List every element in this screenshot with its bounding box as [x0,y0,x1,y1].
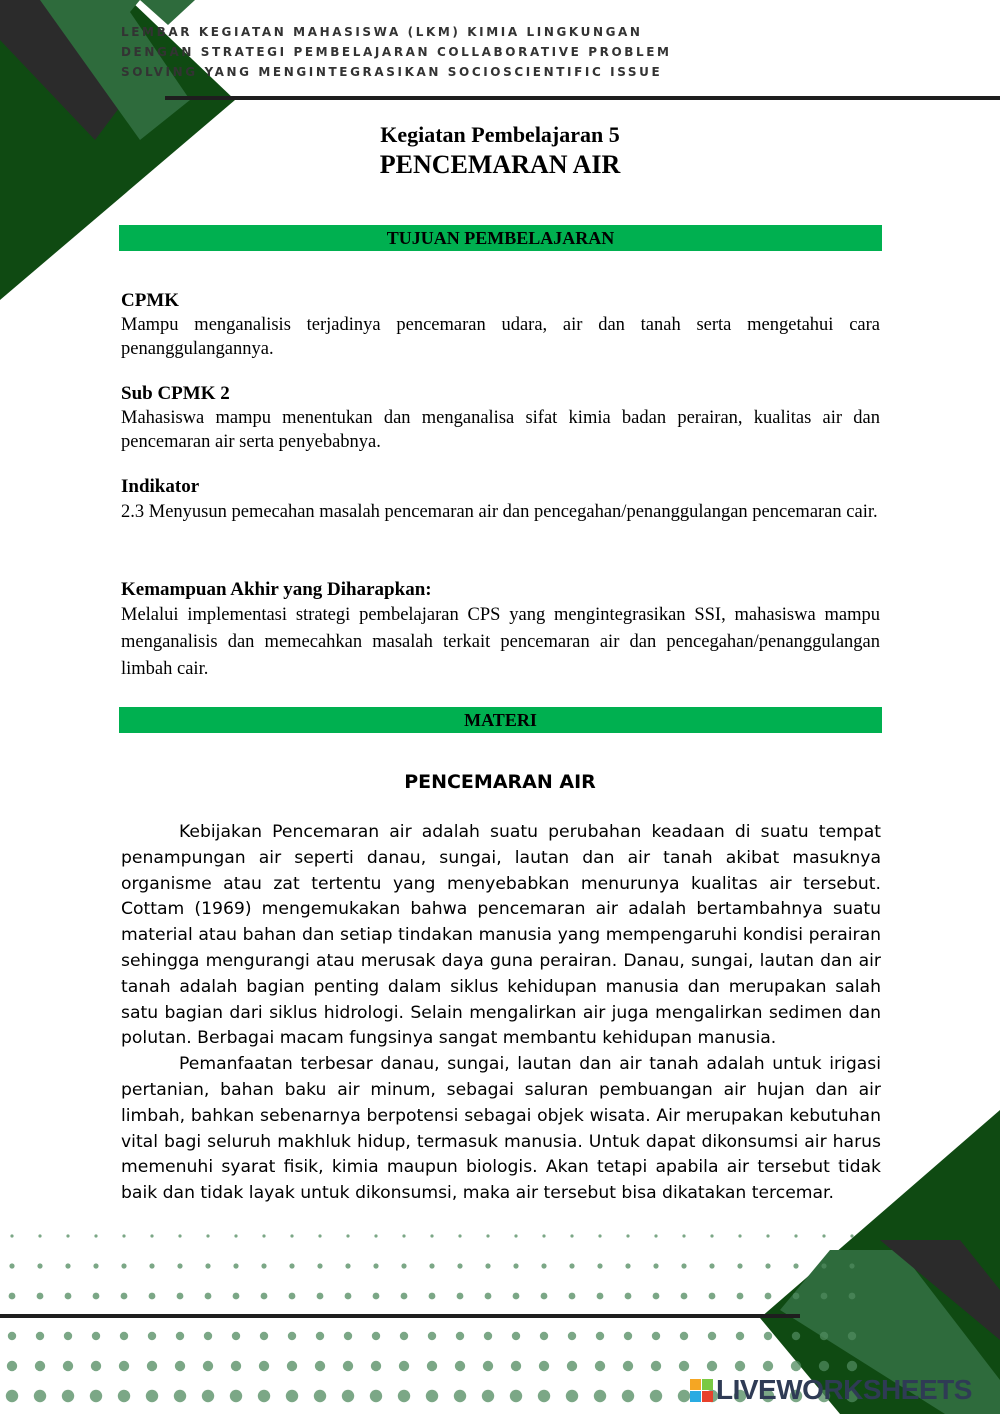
decorative-dot [401,1293,408,1300]
decorative-dot [178,1234,181,1237]
decorative-dot [121,1293,128,1300]
decorative-dot [486,1234,489,1237]
worksheet-header [121,22,672,82]
decorative-dot [735,1361,745,1371]
materi-band: MATERI [119,707,882,733]
decorative-dot [203,1361,213,1371]
decorative-dot [317,1263,322,1268]
decorative-dot [707,1361,717,1371]
decorative-dot [597,1263,602,1268]
decorative-dot [765,1263,770,1268]
decorative-dot [567,1361,577,1371]
decorative-dot [512,1332,520,1340]
indikator-section [121,475,880,525]
decorative-dot [822,1234,825,1237]
decorative-dot [10,1234,13,1237]
decorative-dot [9,1263,14,1268]
decorative-dot [429,1293,436,1300]
decorative-dot [594,1390,606,1402]
decorative-dot [315,1361,325,1371]
decorative-dot [147,1361,157,1371]
decorative-dot [819,1361,829,1371]
decorative-dot [763,1361,773,1371]
liveworksheets-watermark [690,1374,972,1406]
header-line-3: SOLVING YANG MENGINTEGRASIKAN SOCIOSCIENTIFIC ISSUE [121,65,663,79]
decorative-dot [120,1332,128,1340]
liveworksheets-logo-icon [690,1379,713,1402]
decorative-dot [7,1361,17,1371]
decorative-dot [737,1293,744,1300]
decorative-dot [402,1234,405,1237]
decorative-dot [231,1361,241,1371]
decorative-dot [92,1332,100,1340]
decorative-dot [651,1361,661,1371]
decorative-dot [708,1332,716,1340]
decorative-dot [709,1293,716,1300]
decorative-dot [66,1234,69,1237]
decorative-dot [259,1361,269,1371]
decorative-dot [261,1293,268,1300]
decorative-dot [426,1390,438,1402]
decorative-dot [624,1332,632,1340]
decorative-dot [595,1361,605,1371]
decorative-dot [93,1293,100,1300]
decorative-dot [206,1234,209,1237]
decorative-dot [288,1332,296,1340]
decorative-dot [345,1293,352,1300]
decorative-dot [793,1263,798,1268]
decorative-dot [653,1293,660,1300]
decorative-dot [623,1361,633,1371]
decorative-dot [766,1234,769,1237]
decorative-dot [821,1263,826,1268]
materi-body [121,820,881,1207]
decorative-dot [94,1234,97,1237]
cpmk-text: Mampu menganalisis terjadinya pencemaran udara, air dan tanah serta mengetahui cara penanggulangannya. [121,315,880,359]
decorative-dot [37,1263,42,1268]
liveworksheets-text: LIVEWORKSHEETS [716,1374,972,1405]
decorative-dot [177,1293,184,1300]
decorative-dot [430,1234,433,1237]
header-line-1: LEMBAR KEGIATAN MAHASISWA (LKM) KIMIA LINGKUNGAN [121,25,643,39]
decorative-dot [650,1390,662,1402]
decorative-dot [653,1263,658,1268]
kemampuan-text: Melalui implementasi strategi pembelajaran CPS yang mengintegrasikan SSI, mahasiswa mampu menganalisis dan memecahkan masalah terkait pencemaran air dan pencegahan/penanggulangan limbah cair. [121,605,880,679]
decorative-dot [35,1361,45,1371]
decorative-dot [570,1234,573,1237]
lesson-title: PENCEMARAN AIR [379,150,621,179]
decorative-dot [65,1263,70,1268]
decorative-dot [596,1332,604,1340]
decorative-dot [484,1332,492,1340]
decorative-dot [654,1234,657,1237]
sub-cpmk-section [121,382,880,454]
decorative-dot [427,1361,437,1371]
decorative-dot [233,1263,238,1268]
decorative-dot [148,1332,156,1340]
decorative-dot [122,1234,125,1237]
decorative-dot [65,1293,72,1300]
decorative-dot [485,1293,492,1300]
indikator-text: 2.3 Menyusun pemecahan masalah pencemaran air dan pencegahan/penanggulangan pencemaran cair. [121,502,878,522]
decorative-dot [345,1263,350,1268]
decorative-dot [289,1293,296,1300]
decorative-dot [230,1390,242,1402]
decorative-dot [314,1390,326,1402]
decorative-dot [849,1293,856,1300]
decorative-dot [793,1293,800,1300]
cpmk-heading: CPMK [121,290,180,311]
decorative-dot [118,1390,130,1402]
decorative-dot [482,1390,494,1402]
cpmk-section [121,289,880,361]
sub-cpmk-text: Mahasiswa mampu menentukan dan menganalisa sifat kimia badan perairan, kualitas air dan pencemaran air serta penyebabnya. [121,408,880,452]
decorative-dot [287,1361,297,1371]
decorative-dot [428,1332,436,1340]
decorative-dot [38,1234,41,1237]
decorative-dot [373,1263,378,1268]
decorative-dot [260,1332,268,1340]
decorative-dot [371,1361,381,1371]
decorative-dot [736,1332,744,1340]
decorative-dot [317,1293,324,1300]
decorative-dot [398,1390,410,1402]
kemampuan-section [121,578,880,683]
decorative-dot [738,1234,741,1237]
decorative-dot [146,1390,158,1402]
decorative-dot [6,1390,18,1402]
decorative-dot [540,1332,548,1340]
decorative-dot [176,1332,184,1340]
decorative-dot [566,1390,578,1402]
decorative-dot [764,1332,772,1340]
decorative-dot [150,1234,153,1237]
header-line-2: DENGAN STRATEGI PEMBELAJARAN COLLABORATIVE PROBLEM [121,45,672,59]
decorative-dot [485,1263,490,1268]
decorative-dot [121,1263,126,1268]
decorative-dot [597,1293,604,1300]
decorative-dot [821,1293,828,1300]
decorative-dot [177,1263,182,1268]
decorative-dot [510,1390,522,1402]
decorative-dot [370,1390,382,1402]
decorative-dot [569,1293,576,1300]
decorative-dot [232,1332,240,1340]
decorative-dot [175,1361,185,1371]
decorative-dot [849,1263,854,1268]
decorative-dot [90,1390,102,1402]
decorative-dot [514,1234,517,1237]
decorative-dot [34,1390,46,1402]
materi-paragraph-1: Kebijakan Pencemaran air adalah suatu perubahan keadaan di suatu tempat penampungan air seperti danau, sungai, lautan dan air tanah akibat masuknya organisme atau zat tertentu yang menyebabkan menurunya kualitas air tersebut. Cottam (1969) mengemukakan bahwa pencemaran air adalah bertambahnya suatu material atau bahan dan setiap tindakan manusia yang mempengaruhi kondisi perairan sehingga mengurangi atau merusak daya guna perairan. Danau, sungai, lautan dan air tanah adalah bagian penting dalam siklus kehidupan manusia dan merupakan salah satu bagian dari siklus hidrologi. Selain mengalirkan air juga mengalirkan sedimen dan polutan. Berbagai macam fungsinya sangat membantu kehidupan manusia. [121,822,881,1049]
materi-title: PENCEMARAN AIR [404,771,596,793]
decorative-dot [791,1361,801,1371]
decorative-dot [149,1293,156,1300]
decorative-dot [568,1332,576,1340]
decorative-dot [681,1293,688,1300]
decorative-dot [374,1234,377,1237]
sub-cpmk-heading: Sub CPMK 2 [121,383,230,404]
decorative-dot [429,1263,434,1268]
decorative-dot [626,1234,629,1237]
decorative-dot [541,1293,548,1300]
decorative-dot [710,1234,713,1237]
decorative-dot [344,1332,352,1340]
decorative-dot [8,1332,16,1340]
decorative-dot [458,1234,461,1237]
decorative-dot [511,1361,521,1371]
decorative-dot [455,1361,465,1371]
decorative-dot [64,1332,72,1340]
decorative-dot [622,1390,634,1402]
decorative-dot [401,1263,406,1268]
decorative-dot [202,1390,214,1402]
decorative-dot [234,1234,237,1237]
decorative-dot [205,1263,210,1268]
decorative-dot [262,1234,265,1237]
footer-rule [0,1314,800,1318]
decorative-dot [850,1234,853,1237]
header-rule [165,96,1000,100]
decorative-dot [681,1263,686,1268]
decorative-dot [205,1293,212,1300]
materi-paragraph-2: Pemanfaatan terbesar danau, sungai, lautan dan air tanah adalah untuk irigasi pertanian, bahan baku air minum, sebagai saluran pembuangan air hujan dan air limbah, bahkan sebenarnya berpotensi sebagai objek wisata. Air merupakan kebutuhan vital bagi seluruh makhluk hidup, termasuk manusia. Untuk dapat dikonsumsi air harus memenuhi syarat fisik, kimia maupun biologis. Akan tetapi apabila air tersebut tidak baik dan tidak layak untuk dikonsumsi, maka air tersebut bisa dikatakan tercemar. [121,1054,881,1204]
decorative-dot [372,1332,380,1340]
decorative-dot [9,1293,16,1300]
decorative-dot [539,1361,549,1371]
decorative-dot [765,1293,772,1300]
decorative-dot [820,1332,828,1340]
decorative-dot [233,1293,240,1300]
decorative-dot [454,1390,466,1402]
decorative-dot [457,1263,462,1268]
decorative-dot [93,1263,98,1268]
decorative-dot [290,1234,293,1237]
decorative-dot [37,1293,44,1300]
decorative-dot [625,1263,630,1268]
decorative-dot [598,1234,601,1237]
decorative-dot [737,1263,742,1268]
decorative-dot [513,1293,520,1300]
decorative-dot [174,1390,186,1402]
decorative-dot [483,1361,493,1371]
decorative-dot [286,1390,298,1402]
decorative-dot [400,1332,408,1340]
kemampuan-heading: Kemampuan Akhir yang Diharapkan: [121,579,432,600]
decorative-dot [538,1390,550,1402]
decorative-dot [261,1263,266,1268]
decorative-dot [794,1234,797,1237]
decorative-dot [513,1263,518,1268]
decorative-dot [399,1361,409,1371]
decorative-dot [456,1332,464,1340]
decorative-dot [62,1390,74,1402]
decorative-dot [847,1361,857,1371]
decorative-dot [258,1390,270,1402]
lesson-subtitle: Kegiatan Pembelajaran 5 [380,122,620,147]
decorative-dot [318,1234,321,1237]
decorative-dot [792,1332,800,1340]
decorative-dot [343,1361,353,1371]
indikator-heading: Indikator [121,476,200,497]
decorative-dot [373,1293,380,1300]
decorative-dot [346,1234,349,1237]
decorative-dot [289,1263,294,1268]
decorative-dot [569,1263,574,1268]
decorative-dot [680,1332,688,1340]
tujuan-band: TUJUAN PEMBELAJARAN [119,225,882,251]
decorative-dot [678,1390,690,1402]
decorative-dot [679,1361,689,1371]
decorative-dot [149,1263,154,1268]
decorative-dot [36,1332,44,1340]
decorative-dot [342,1390,354,1402]
decorative-dot [457,1293,464,1300]
decorative-dot [652,1332,660,1340]
decorative-dot [63,1361,73,1371]
decorative-dot [625,1293,632,1300]
decorative-dot [709,1263,714,1268]
decorative-dot [848,1332,856,1340]
decorative-dot [91,1361,101,1371]
decorative-dot [682,1234,685,1237]
decorative-dot [119,1361,129,1371]
decorative-dot [541,1263,546,1268]
decorative-dot [316,1332,324,1340]
decorative-dot [542,1234,545,1237]
decorative-dot [204,1332,212,1340]
